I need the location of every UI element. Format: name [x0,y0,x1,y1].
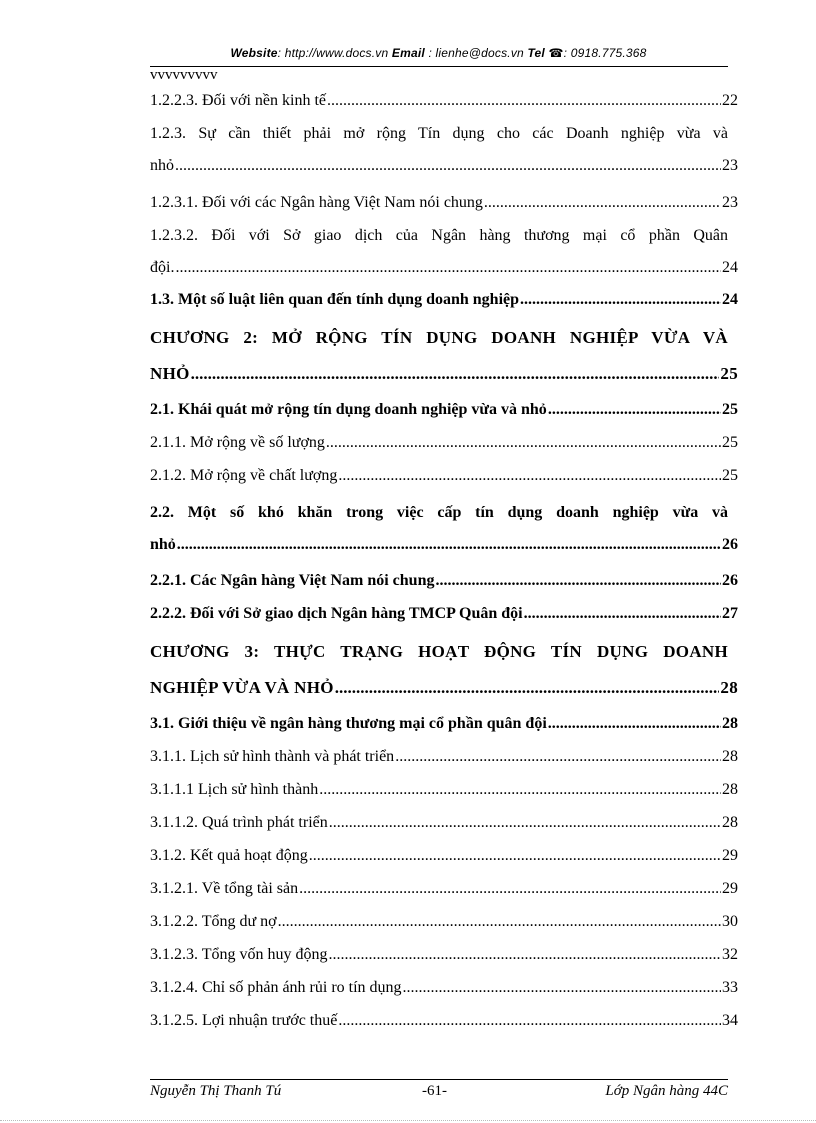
toc-entry-title: CHƯƠNG 3: THỰC TRẠNG HOẠT ĐỘNG TÍN DỤNG DOANH [150,642,728,661]
bottom-page-edge [0,1120,816,1121]
toc-entry-line [150,945,738,965]
toc-entry [150,747,738,767]
toc-entry-title: 3.1.2.5. Lợi nhuận trước thuế [150,1012,338,1029]
toc-entry-line [150,193,738,213]
toc-entry-line [150,571,738,591]
toc-leader-dots [395,747,721,767]
toc-entry [150,879,738,899]
toc-entry-title: 1.2.3.2. Đối với Sở giao dịch của Ngân hàng thương mại cổ phần Quân [150,227,728,244]
toc-entry-title: 3.1.2.4. Chỉ số phản ánh rủi ro tín dụng [150,979,402,996]
toc-entry-title: 3.1.2.2. Tổng dư nợ [150,913,277,930]
toc-entry-line [150,466,738,486]
toc-page-number: 28 [722,715,738,732]
toc-leader-dots [309,846,721,866]
toc-leader-dots [328,945,721,965]
toc-entry [150,400,738,420]
website-label: Website [230,46,278,60]
toc-page-number: 28 [722,748,738,765]
toc-leader-dots [329,813,721,833]
toc-entry-title: 2.2. Một số khó khăn trong việc cấp tín dụng doanh nghiệp vừa và [150,504,728,521]
toc-entry-title: 3.1.1.1 Lịch sử hình thành [150,781,319,798]
toc-page-number: 29 [722,847,738,864]
toc-page-number: 27 [722,605,738,622]
footer-page-number: -61- [422,1083,447,1099]
toc-entry-title: 3.1.2.3. Tổng vốn huy động [150,946,328,963]
toc-entry-line [150,978,738,998]
toc-entry [150,124,738,176]
toc-entry-title: 1.2.3.1. Đối với các Ngân hàng Việt Nam nói chung [150,194,483,211]
toc-entry-line [150,535,738,555]
tel-value: : 0918.775.368 [563,46,647,60]
toc-entry-title: đội. [150,259,175,276]
email-label: Email [391,46,425,60]
toc-entry-line [150,364,738,384]
toc-entry-line [150,604,738,624]
toc-entry-line [150,912,738,932]
toc-entry-title: nhỏ [150,536,176,553]
page-header [150,46,727,60]
toc-entry-line [150,879,738,899]
toc-entry [150,912,738,932]
toc-entry-title: 3.1.1. Lịch sử hình thành và phát triển [150,748,395,765]
toc-entry-line [150,813,738,833]
toc-entry [150,503,738,555]
toc-page-number: 24 [722,291,738,308]
toc-entry-title: 3.1. Giới thiệu về ngân hàng thương mại cổ phần quân đội [150,715,547,732]
toc-entry-title: 1.2.2.3. Đối với nền kinh tế [150,92,326,109]
toc-leader-dots [403,978,721,998]
toc-entry-title: 2.1.1. Mở rộng về số lượng [150,434,325,451]
toc-entry [150,433,738,453]
toc-entry-line-wrapped [150,124,738,144]
toc-entry-title: 2.1.2. Mở rộng về chất lượng [150,467,338,484]
toc-page-number: 23 [722,194,738,211]
toc-entry-title: NHỎ [150,364,190,383]
toc-entry-title: 1.2.3. Sự cần thiết phải mở rộng Tín dụng cho các Doanh nghiệp vừa và [150,125,728,142]
toc-page-number: 25 [720,364,738,383]
toc-entry [150,571,738,591]
toc-entry-title: nhỏ [150,157,174,174]
toc-leader-dots [338,1011,721,1031]
toc-entry [150,290,738,310]
footer-divider [150,1079,728,1080]
footer-author: Nguyễn Thị Thanh Tú [150,1083,282,1099]
toc-leader-dots [327,91,721,111]
toc-entry-title: CHƯƠNG 2: MỞ RỘNG TÍN DỤNG DOANH NGHIỆP VỪA VÀ [150,328,728,347]
toc-entry-line [150,290,738,310]
toc-page-number: 28 [722,814,738,831]
toc-entry [150,714,738,734]
toc-page-number: 32 [722,946,738,963]
toc-entry-title: 3.1.2. Kết quả hoạt động [150,847,308,864]
toc-entry [150,846,738,866]
toc-page-number: 25 [722,401,738,418]
toc-page-number: 28 [720,678,738,697]
toc-entry-line-wrapped [150,503,738,523]
toc-entry [150,226,738,278]
toc-leader-dots [278,912,721,932]
toc-page-number: 26 [722,536,738,553]
email-value: : lienhe@docs.vn [428,46,524,60]
toc-entry [150,945,738,965]
toc-page-number: 25 [722,467,738,484]
top-fragment-text: vvvvvvvvv [150,67,218,83]
header-divider [150,66,728,67]
toc-entry-line-wrapped [150,226,738,246]
toc-page-number: 33 [722,979,738,996]
toc-entry-line [150,91,738,111]
toc-entry [150,780,738,800]
toc-entry [150,91,738,111]
toc-entry-title: NGHIỆP VỪA VÀ NHỎ [150,678,334,697]
toc-entry-line [150,433,738,453]
toc-leader-dots [524,604,721,624]
toc-entry [150,642,738,698]
toc-entry-line [150,1011,738,1031]
toc-leader-dots [484,193,721,213]
footer-class: Lớp Ngân hàng 44C [605,1083,728,1099]
tel-label: Tel [527,46,545,60]
toc-entry-title: 3.1.2.1. Về tổng tài sản [150,880,299,897]
toc-leader-dots [191,364,720,384]
toc-page-number: 22 [722,92,738,109]
phone-icon: ☎ [548,46,564,60]
toc-entry-line [150,156,738,176]
toc-entry-line [150,747,738,767]
toc-leader-dots [326,433,721,453]
toc-leader-dots [548,714,721,734]
toc-page-number: 30 [722,913,738,930]
toc-entry [150,813,738,833]
toc-entry-title: 3.1.1.2. Quá trình phát triển [150,814,328,831]
toc-entry-line [150,846,738,866]
toc-entry-line-wrapped [150,328,738,348]
toc-leader-dots [319,780,721,800]
toc-leader-dots [548,400,721,420]
toc-entry [150,978,738,998]
toc-entry [150,193,738,213]
toc-entry-title: 2.2.1. Các Ngân hàng Việt Nam nói chung [150,572,435,589]
toc-entry-title: 2.2.2. Đối với Sở giao dịch Ngân hàng TMCP Quân đội [150,605,523,622]
toc-leader-dots [299,879,721,899]
toc-entry [150,328,738,384]
website-value: : http://www.docs.vn [277,46,389,60]
toc-page-number: 26 [722,572,738,589]
toc-leader-dots [335,678,720,698]
toc-entry-title: 1.3. Một số luật liên quan đến tính dụng doanh nghiệp [150,291,520,308]
toc-leader-dots [338,466,721,486]
page-footer [150,1083,728,1103]
toc-page-number: 34 [722,1012,738,1029]
toc-entry-line-wrapped [150,642,738,662]
toc-entry-line [150,400,738,420]
toc-entry [150,466,738,486]
toc-page-number: 29 [722,880,738,897]
toc-entry-title: 2.1. Khái quát mở rộng tín dụng doanh nghiệp vừa và nhỏ [150,401,547,418]
toc-leader-dots [435,571,721,591]
toc-page-number: 23 [722,157,738,174]
toc-page-number: 25 [722,434,738,451]
toc-leader-dots [175,156,721,176]
toc-page-number: 28 [722,781,738,798]
toc-page-number: 24 [722,259,738,276]
toc-entry-line [150,678,738,698]
toc-leader-dots [175,258,721,278]
toc-leader-dots [177,535,721,555]
toc-leader-dots [520,290,721,310]
toc-entry-line [150,714,738,734]
toc-entry-line [150,780,738,800]
toc-entry-line [150,258,738,278]
toc-entry [150,604,738,624]
toc-entry [150,1011,738,1031]
